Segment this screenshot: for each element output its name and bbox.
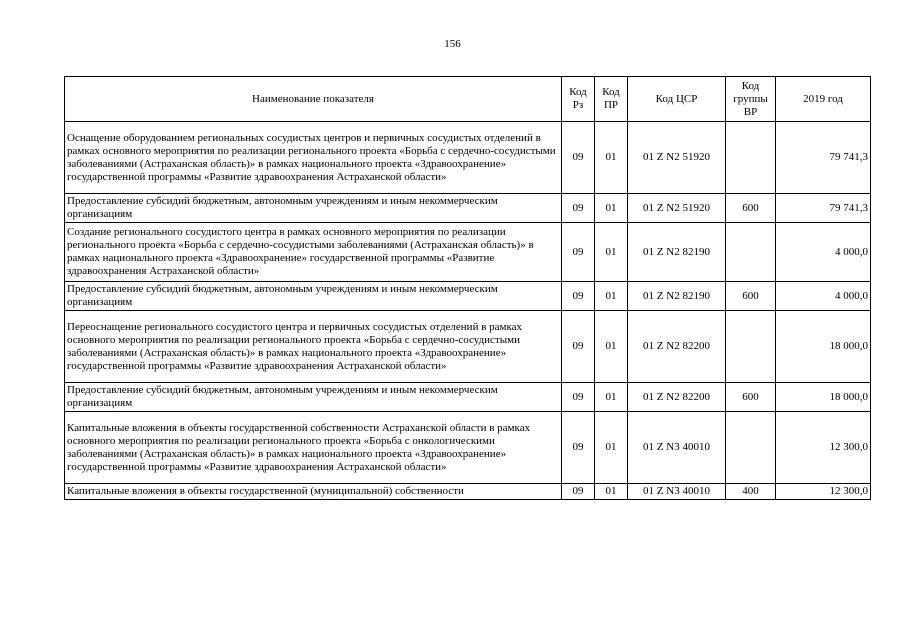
row-vr — [726, 412, 776, 484]
header-year: 2019 год — [776, 77, 871, 122]
row-rz: 09 — [562, 223, 595, 282]
row-vr — [726, 122, 776, 194]
row-amount: 18 000,0 — [776, 383, 871, 412]
row-name: Предоставление субсидий бюджетным, автономным учреждениям и иным некоммерческим организациям — [65, 194, 562, 223]
row-name: Капитальные вложения в объекты государственной (муниципальной) собственности — [65, 484, 562, 500]
page-number: 156 — [444, 38, 461, 50]
row-vr — [726, 223, 776, 282]
row-vr: 600 — [726, 383, 776, 412]
row-vr: 600 — [726, 194, 776, 223]
row-csr: 01 Z N2 82200 — [628, 383, 726, 412]
row-name: Капитальные вложения в объекты государственной собственности Астраханской области в рамках основного мероприятия по реализации регионального проекта «Борьба с онкологическими заболеваниями (Астраханская область)» в рамках национального проекта «Здравоохранение» государственной программы «Развитие здравоохранения Астраханской области» — [65, 412, 562, 484]
header-csr: Код ЦСР — [628, 77, 726, 122]
row-rz: 09 — [562, 311, 595, 383]
row-csr: 01 Z N2 51920 — [628, 122, 726, 194]
row-pr: 01 — [595, 383, 628, 412]
row-rz: 09 — [562, 122, 595, 194]
row-csr: 01 Z N2 82190 — [628, 223, 726, 282]
row-name: Переоснащение регионального сосудистого центра и первичных сосудистых отделений в рамках основного мероприятия по реализации регионального проекта «Борьба с сердечно-сосудистыми заболеваниями (Астраханская область)» в рамках национального проекта «Здравоохранение» государственной программы «Развитие здравоохранения Астраханской области» — [65, 311, 562, 383]
row-amount: 79 741,3 — [776, 122, 871, 194]
table-row — [65, 484, 871, 500]
table-row — [65, 412, 871, 484]
row-vr: 600 — [726, 282, 776, 311]
row-rz: 09 — [562, 412, 595, 484]
table-row — [65, 194, 871, 223]
row-pr: 01 — [595, 282, 628, 311]
header-pr: Код ПР — [595, 77, 628, 122]
table-row — [65, 282, 871, 311]
row-amount: 12 300,0 — [776, 412, 871, 484]
row-amount: 79 741,3 — [776, 194, 871, 223]
row-name: Оснащение оборудованием региональных сосудистых центров и первичных сосудистых отделений в рамках основного мероприятия по реализации регионального проекта «Борьба с сердечно-сосудистыми заболеваниями (Астраханская область)» в рамках национального проекта «Здравоохранение» государственной программы «Развитие здравоохранения Астраханской области» — [65, 122, 562, 194]
header-name: Наименование показателя — [65, 77, 562, 122]
row-csr: 01 Z N2 82200 — [628, 311, 726, 383]
row-rz: 09 — [562, 383, 595, 412]
row-vr — [726, 311, 776, 383]
row-pr: 01 — [595, 412, 628, 484]
row-amount: 12 300,0 — [776, 484, 871, 500]
header-rz: Код Рз — [562, 77, 595, 122]
row-name: Предоставление субсидий бюджетным, автономным учреждениям и иным некоммерческим организациям — [65, 383, 562, 412]
row-name: Предоставление субсидий бюджетным, автономным учреждениям и иным некоммерческим организациям — [65, 282, 562, 311]
row-name: Создание регионального сосудистого центра в рамках основного мероприятия по реализации регионального проекта «Борьба с сердечно-сосудистыми заболеваниями (Астраханская область)» в рамках национального проекта «Здравоохранение» государственной программы «Развитие здравоохранения Астраханской области» — [65, 223, 562, 282]
row-rz: 09 — [562, 194, 595, 223]
row-csr: 01 Z N2 82190 — [628, 282, 726, 311]
row-pr: 01 — [595, 484, 628, 500]
row-pr: 01 — [595, 311, 628, 383]
table-header-row — [65, 77, 871, 122]
row-rz: 09 — [562, 484, 595, 500]
table-row — [65, 122, 871, 194]
table-row — [65, 223, 871, 282]
row-pr: 01 — [595, 194, 628, 223]
row-csr: 01 Z N3 40010 — [628, 412, 726, 484]
row-rz: 09 — [562, 282, 595, 311]
row-csr: 01 Z N2 51920 — [628, 194, 726, 223]
row-csr: 01 Z N3 40010 — [628, 484, 726, 500]
row-amount: 4 000,0 — [776, 223, 871, 282]
row-vr: 400 — [726, 484, 776, 500]
row-amount: 18 000,0 — [776, 311, 871, 383]
row-pr: 01 — [595, 223, 628, 282]
table-row — [65, 311, 871, 383]
table-row — [65, 383, 871, 412]
header-vr: Код группы ВР — [726, 77, 776, 122]
budget-table — [64, 76, 871, 500]
row-pr: 01 — [595, 122, 628, 194]
row-amount: 4 000,0 — [776, 282, 871, 311]
